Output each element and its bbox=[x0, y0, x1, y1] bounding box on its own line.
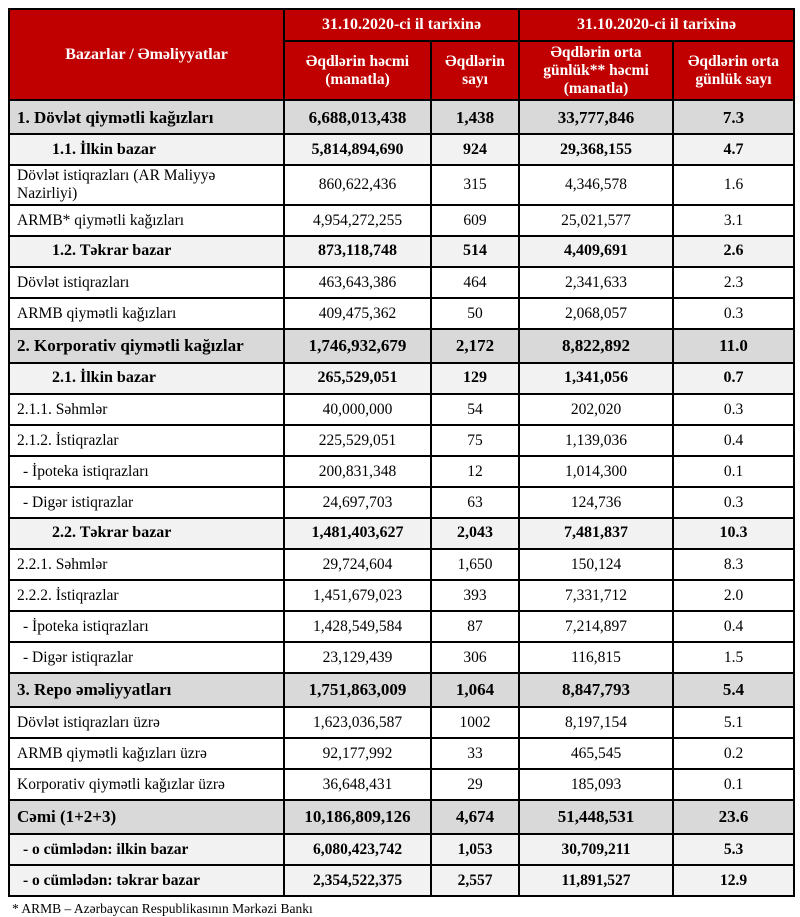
table-row bbox=[9, 673, 794, 707]
cell-avg-daily-count: 10.3 bbox=[673, 518, 794, 549]
cell-deal-count: 129 bbox=[431, 363, 519, 394]
cell-deal-volume: 36,648,431 bbox=[284, 769, 431, 800]
cell-avg-daily-count: 0.7 bbox=[673, 363, 794, 394]
cell-avg-daily-volume: 150,124 bbox=[519, 549, 673, 580]
cell-deal-count: 2,557 bbox=[431, 865, 519, 896]
table-row bbox=[9, 487, 794, 518]
table-row bbox=[9, 236, 794, 267]
cell-deal-volume: 1,428,549,584 bbox=[284, 611, 431, 642]
row-label: 2.1.2. İstiqrazlar bbox=[9, 425, 284, 456]
row-label: - Digər istiqrazlar bbox=[9, 487, 284, 518]
table-body bbox=[9, 100, 794, 896]
cell-deal-count: 54 bbox=[431, 394, 519, 425]
table-row bbox=[9, 298, 794, 329]
cell-deal-volume: 24,697,703 bbox=[284, 487, 431, 518]
row-label: 1.1. İlkin bazar bbox=[9, 134, 284, 165]
row-label: 2.1.1. Səhmlər bbox=[9, 394, 284, 425]
cell-avg-daily-volume: 1,341,056 bbox=[519, 363, 673, 394]
cell-deal-volume: 265,529,051 bbox=[284, 363, 431, 394]
cell-deal-count: 315 bbox=[431, 165, 519, 205]
cell-deal-volume: 873,118,748 bbox=[284, 236, 431, 267]
cell-avg-daily-count: 23.6 bbox=[673, 800, 794, 834]
table-row bbox=[9, 549, 794, 580]
row-label: 2.2. Təkrar bazar bbox=[9, 518, 284, 549]
cell-avg-daily-count: 0.2 bbox=[673, 738, 794, 769]
cell-avg-daily-count: 1.6 bbox=[673, 165, 794, 205]
cell-deal-count: 50 bbox=[431, 298, 519, 329]
table-row bbox=[9, 363, 794, 394]
table-row bbox=[9, 100, 794, 134]
cell-deal-volume: 40,000,000 bbox=[284, 394, 431, 425]
cell-deal-count: 464 bbox=[431, 267, 519, 298]
table-row bbox=[9, 267, 794, 298]
cell-deal-volume: 1,751,863,009 bbox=[284, 673, 431, 707]
cell-deal-volume: 6,688,013,438 bbox=[284, 100, 431, 134]
cell-deal-count: 924 bbox=[431, 134, 519, 165]
cell-avg-daily-volume: 4,409,691 bbox=[519, 236, 673, 267]
table-row bbox=[9, 394, 794, 425]
cell-avg-daily-volume: 116,815 bbox=[519, 642, 673, 673]
cell-avg-daily-volume: 2,341,633 bbox=[519, 267, 673, 298]
cell-deal-volume: 2,354,522,375 bbox=[284, 865, 431, 896]
table-row bbox=[9, 425, 794, 456]
table-row bbox=[9, 707, 794, 738]
cell-avg-daily-volume: 33,777,846 bbox=[519, 100, 673, 134]
cell-deal-count: 306 bbox=[431, 642, 519, 673]
cell-deal-count: 1,650 bbox=[431, 549, 519, 580]
row-label: 1.2. Təkrar bazar bbox=[9, 236, 284, 267]
row-label: Dövlət istiqrazları (AR Maliyyə Nazirliyi) bbox=[9, 165, 284, 205]
row-label: Dövlət istiqrazları bbox=[9, 267, 284, 298]
header-avg-daily-volume: Əqdlərin orta günlük** həcmi (manatla) bbox=[519, 41, 673, 100]
row-label: Korporativ qiymətli kağızlar üzrə bbox=[9, 769, 284, 800]
cell-deal-count: 609 bbox=[431, 205, 519, 236]
table-row bbox=[9, 329, 794, 363]
securities-market-table bbox=[8, 8, 795, 897]
row-label: - o cümlədən: ilkin bazar bbox=[9, 834, 284, 865]
cell-avg-daily-volume: 202,020 bbox=[519, 394, 673, 425]
cell-avg-daily-volume: 2,068,057 bbox=[519, 298, 673, 329]
table-row bbox=[9, 205, 794, 236]
row-label: ARMB* qiymətli kağızları bbox=[9, 205, 284, 236]
cell-deal-volume: 1,746,932,679 bbox=[284, 329, 431, 363]
cell-avg-daily-count: 1.5 bbox=[673, 642, 794, 673]
row-label: 3. Repo əməliyyatları bbox=[9, 673, 284, 707]
cell-avg-daily-count: 2.0 bbox=[673, 580, 794, 611]
header-deal-volume: Əqdlərin həcmi (manatla) bbox=[284, 41, 431, 100]
cell-avg-daily-count: 0.3 bbox=[673, 298, 794, 329]
table-row bbox=[9, 800, 794, 834]
cell-deal-volume: 5,814,894,690 bbox=[284, 134, 431, 165]
cell-deal-volume: 860,622,436 bbox=[284, 165, 431, 205]
cell-avg-daily-volume: 11,891,527 bbox=[519, 865, 673, 896]
cell-avg-daily-volume: 4,346,578 bbox=[519, 165, 673, 205]
cell-avg-daily-volume: 1,014,300 bbox=[519, 456, 673, 487]
cell-deal-volume: 463,643,386 bbox=[284, 267, 431, 298]
table-row bbox=[9, 134, 794, 165]
row-label: 2.2.2. İstiqrazlar bbox=[9, 580, 284, 611]
cell-deal-volume: 29,724,604 bbox=[284, 549, 431, 580]
table-row bbox=[9, 769, 794, 800]
cell-deal-volume: 200,831,348 bbox=[284, 456, 431, 487]
cell-deal-volume: 1,481,403,627 bbox=[284, 518, 431, 549]
cell-avg-daily-count: 11.0 bbox=[673, 329, 794, 363]
cell-deal-count: 2,043 bbox=[431, 518, 519, 549]
cell-avg-daily-count: 5.4 bbox=[673, 673, 794, 707]
cell-avg-daily-count: 0.4 bbox=[673, 425, 794, 456]
row-label: Dövlət istiqrazları üzrə bbox=[9, 707, 284, 738]
cell-avg-daily-volume: 1,139,036 bbox=[519, 425, 673, 456]
row-label: - o cümlədən: təkrar bazar bbox=[9, 865, 284, 896]
cell-deal-count: 1,053 bbox=[431, 834, 519, 865]
cell-avg-daily-count: 12.9 bbox=[673, 865, 794, 896]
cell-deal-count: 1,438 bbox=[431, 100, 519, 134]
cell-avg-daily-count: 0.3 bbox=[673, 487, 794, 518]
header-date-group-1: 31.10.2020-ci il tarixinə bbox=[284, 9, 519, 41]
table-row bbox=[9, 611, 794, 642]
table-row bbox=[9, 834, 794, 865]
cell-avg-daily-count: 2.3 bbox=[673, 267, 794, 298]
cell-avg-daily-volume: 30,709,211 bbox=[519, 834, 673, 865]
cell-deal-volume: 409,475,362 bbox=[284, 298, 431, 329]
cell-deal-count: 87 bbox=[431, 611, 519, 642]
cell-avg-daily-volume: 25,021,577 bbox=[519, 205, 673, 236]
cell-avg-daily-volume: 7,331,712 bbox=[519, 580, 673, 611]
cell-deal-count: 2,172 bbox=[431, 329, 519, 363]
cell-deal-count: 1,064 bbox=[431, 673, 519, 707]
table-row bbox=[9, 456, 794, 487]
cell-avg-daily-count: 7.3 bbox=[673, 100, 794, 134]
cell-deal-volume: 92,177,992 bbox=[284, 738, 431, 769]
cell-avg-daily-count: 2.6 bbox=[673, 236, 794, 267]
header-avg-daily-count: Əqdlərin orta günlük sayı bbox=[673, 41, 794, 100]
cell-avg-daily-count: 0.3 bbox=[673, 394, 794, 425]
cell-deal-count: 29 bbox=[431, 769, 519, 800]
table-row bbox=[9, 165, 794, 205]
cell-deal-count: 75 bbox=[431, 425, 519, 456]
row-label: - Digər istiqrazlar bbox=[9, 642, 284, 673]
table-row bbox=[9, 642, 794, 673]
row-label: Cəmi (1+2+3) bbox=[9, 800, 284, 834]
cell-avg-daily-volume: 8,822,892 bbox=[519, 329, 673, 363]
table-row bbox=[9, 518, 794, 549]
cell-avg-daily-volume: 7,214,897 bbox=[519, 611, 673, 642]
cell-deal-volume: 6,080,423,742 bbox=[284, 834, 431, 865]
cell-avg-daily-volume: 8,847,793 bbox=[519, 673, 673, 707]
cell-avg-daily-volume: 124,736 bbox=[519, 487, 673, 518]
cell-avg-daily-volume: 51,448,531 bbox=[519, 800, 673, 834]
header-markets-operations: Bazarlar / Əməliyyatlar bbox=[9, 9, 284, 100]
cell-deal-count: 514 bbox=[431, 236, 519, 267]
table-row bbox=[9, 865, 794, 896]
cell-deal-volume: 23,129,439 bbox=[284, 642, 431, 673]
cell-deal-volume: 4,954,272,255 bbox=[284, 205, 431, 236]
row-label: 2. Korporativ qiymətli kağızlar bbox=[9, 329, 284, 363]
row-label: ARMB qiymətli kağızları bbox=[9, 298, 284, 329]
cell-avg-daily-count: 5.3 bbox=[673, 834, 794, 865]
cell-avg-daily-count: 5.1 bbox=[673, 707, 794, 738]
cell-avg-daily-count: 4.7 bbox=[673, 134, 794, 165]
cell-avg-daily-count: 0.1 bbox=[673, 769, 794, 800]
header-deal-count: Əqdlərin sayı bbox=[431, 41, 519, 100]
cell-deal-count: 393 bbox=[431, 580, 519, 611]
row-label: 2.2.1. Səhmlər bbox=[9, 549, 284, 580]
cell-avg-daily-volume: 29,368,155 bbox=[519, 134, 673, 165]
cell-deal-count: 4,674 bbox=[431, 800, 519, 834]
cell-avg-daily-volume: 465,545 bbox=[519, 738, 673, 769]
row-label: 2.1. İlkin bazar bbox=[9, 363, 284, 394]
cell-avg-daily-volume: 185,093 bbox=[519, 769, 673, 800]
cell-deal-count: 63 bbox=[431, 487, 519, 518]
footnote-armb: * ARMB – Azərbaycan Respublikasının Mərkəzi Bankı bbox=[12, 901, 313, 917]
row-label: - İpoteka istiqrazları bbox=[9, 611, 284, 642]
cell-deal-count: 12 bbox=[431, 456, 519, 487]
row-label: 1. Dövlət qiymətli kağızları bbox=[9, 100, 284, 134]
cell-avg-daily-volume: 8,197,154 bbox=[519, 707, 673, 738]
header-date-group-2: 31.10.2020-ci il tarixinə bbox=[519, 9, 794, 41]
cell-deal-count: 33 bbox=[431, 738, 519, 769]
table-row bbox=[9, 738, 794, 769]
cell-avg-daily-count: 8.3 bbox=[673, 549, 794, 580]
cell-deal-volume: 1,623,036,587 bbox=[284, 707, 431, 738]
header-group-row bbox=[9, 9, 794, 41]
cell-deal-volume: 225,529,051 bbox=[284, 425, 431, 456]
cell-deal-volume: 1,451,679,023 bbox=[284, 580, 431, 611]
cell-avg-daily-count: 0.4 bbox=[673, 611, 794, 642]
cell-deal-count: 1002 bbox=[431, 707, 519, 738]
row-label: - İpoteka istiqrazları bbox=[9, 456, 284, 487]
cell-avg-daily-count: 3.1 bbox=[673, 205, 794, 236]
cell-avg-daily-count: 0.1 bbox=[673, 456, 794, 487]
row-label: ARMB qiymətli kağızları üzrə bbox=[9, 738, 284, 769]
table-row bbox=[9, 580, 794, 611]
cell-avg-daily-volume: 7,481,837 bbox=[519, 518, 673, 549]
cell-deal-volume: 10,186,809,126 bbox=[284, 800, 431, 834]
